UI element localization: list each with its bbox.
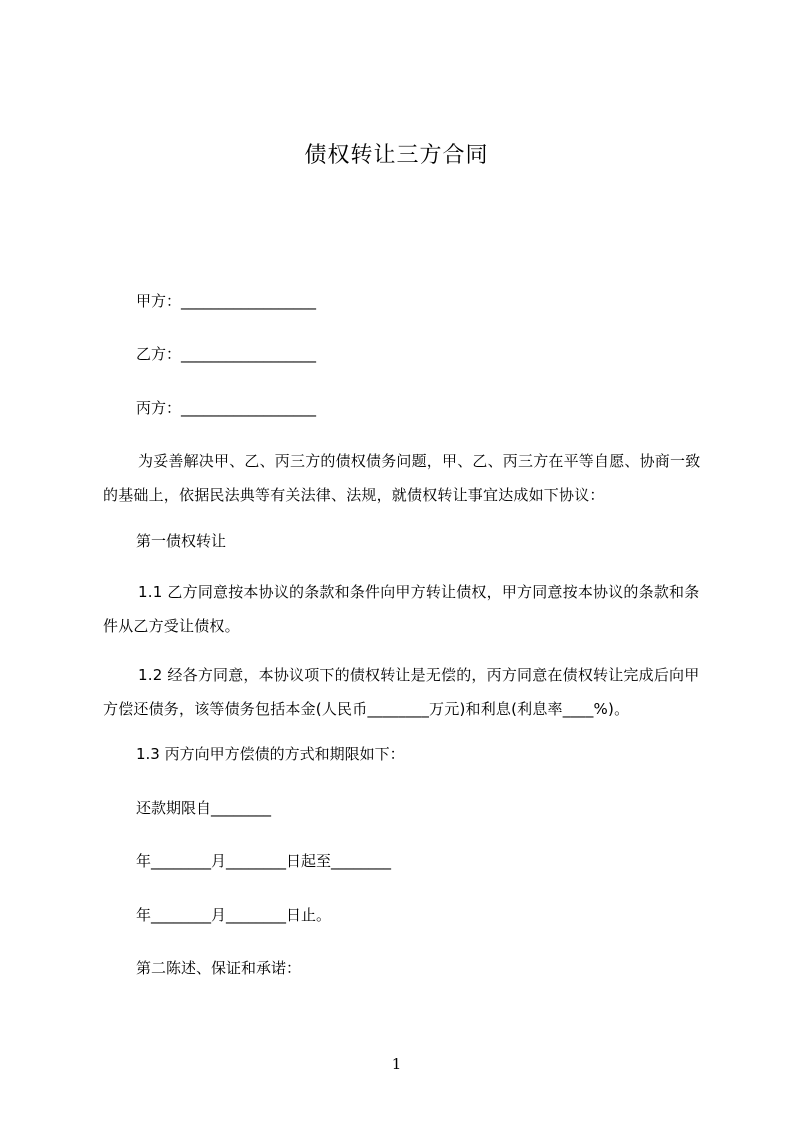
clause-1-1: 1.1 乙方同意按本协议的条款和条件向甲方转让债权，甲方同意按本协议的条款和条件从乙方受让债权。 (103, 583, 700, 635)
clause-1-3: 1.3 丙方向甲方偿债的方式和期限如下： (136, 745, 405, 763)
repayment-end-line: 年________月________日止。 (136, 906, 332, 924)
repayment-start-line: 年________月________日起至________ (136, 852, 392, 870)
section-1-title: 第一债权转让 (136, 532, 227, 550)
document-title: 债权转让三方合同 (304, 143, 489, 168)
repayment-from-line: 还款期限自________ (136, 799, 272, 817)
party-b-line: 乙方：__________________ (136, 345, 317, 363)
party-c-line: 丙方：__________________ (136, 399, 317, 417)
clause-1-2: 1.2 经各方同意，本协议项下的债权转让是无偿的，丙方同意在债权转让完成后向甲方偿还债务，该等债务包括本金(人民币________万元)和利息(利息率____%)。 (103, 666, 700, 718)
party-a-line: 甲方：__________________ (136, 292, 317, 310)
section-2-title: 第二陈述、保证和承诺： (136, 959, 302, 977)
page-number: 1 (391, 1055, 402, 1073)
intro-paragraph: 为妥善解决甲、乙、丙三方的债权债务问题，甲、乙、丙三方在平等自愿、协商一致的基础上，依据民法典等有关法律、法规，就债权转让事宜达成如下协议： (103, 452, 701, 504)
